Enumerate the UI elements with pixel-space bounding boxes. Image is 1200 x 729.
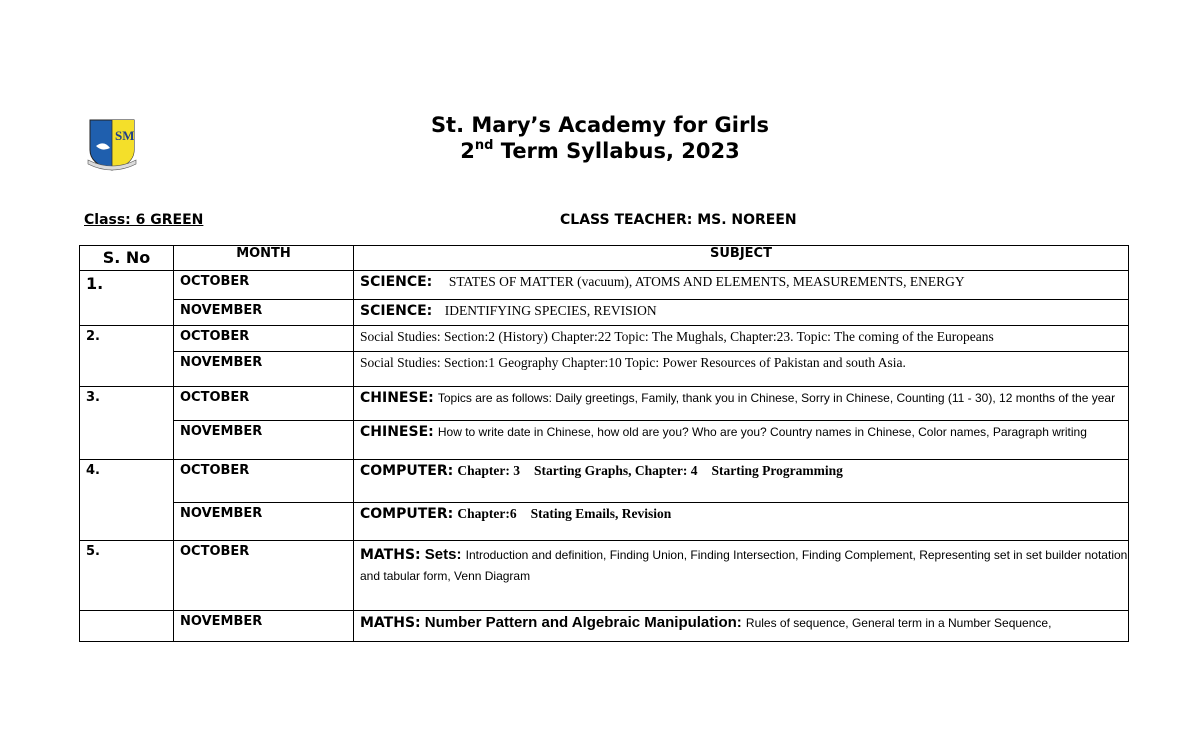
row-month: NOVEMBER — [174, 300, 354, 326]
class-teacher-label: CLASS TEACHER: MS. NOREEN — [560, 212, 797, 228]
class-label: Class: 6 GREEN — [84, 212, 204, 228]
row-month: NOVEMBER — [174, 611, 354, 642]
document-title — [0, 112, 1200, 164]
table-row — [80, 387, 1129, 421]
row-subject: Social Studies: Section:1 Geography Chapter:10 Topic: Power Resources of Pakistan and south Asia. — [354, 352, 1129, 387]
col-header-sno: S. No — [80, 246, 174, 271]
row-number: 1. — [80, 271, 174, 326]
svg-text:SM: SM — [115, 128, 135, 143]
row-month: NOVEMBER — [174, 421, 354, 460]
row-month: OCTOBER — [174, 541, 354, 611]
row-subject: MATHS: Number Pattern and Algebraic Manipulation: Rules of sequence, General term in a Number Sequence, — [354, 611, 1129, 642]
row-subject: MATHS: Sets: Introduction and definition, Finding Union, Finding Intersection, Finding Complement, Representing set in set builder notation and tabular form, Venn Diagram — [354, 541, 1129, 611]
table-row — [80, 541, 1129, 611]
col-header-month: MONTH — [174, 246, 354, 271]
table-row — [80, 421, 1129, 460]
table-header-row — [80, 246, 1129, 271]
row-number-empty — [80, 611, 174, 642]
table-row — [80, 300, 1129, 326]
table-row — [80, 611, 1129, 642]
row-number: 5. — [80, 541, 174, 611]
table-row — [80, 352, 1129, 387]
row-month: OCTOBER — [174, 271, 354, 300]
row-subject: CHINESE: Topics are as follows: Daily greetings, Family, thank you in Chinese, Sorry in Chinese, Counting (11 - 30), 12 months of the year — [354, 387, 1129, 421]
row-subject: SCIENCE: STATES OF MATTER (vacuum), ATOMS AND ELEMENTS, MEASUREMENTS, ENERGY — [354, 271, 1129, 300]
row-number: 4. — [80, 460, 174, 541]
syllabus-table — [79, 245, 1129, 642]
row-month: NOVEMBER — [174, 503, 354, 541]
row-subject: COMPUTER: Chapter:6 Stating Emails, Revision — [354, 503, 1129, 541]
term-title: 2nd Term Syllabus, 2023 — [460, 138, 740, 163]
row-month: OCTOBER — [174, 387, 354, 421]
row-subject: Social Studies: Section:2 (History) Chapter:22 Topic: The Mughals, Chapter:23. Topic: The coming of the Europeans — [354, 326, 1129, 352]
row-number: 2. — [80, 326, 174, 387]
table-row — [80, 271, 1129, 300]
col-header-subject: SUBJECT — [354, 246, 1129, 271]
row-subject: SCIENCE: IDENTIFYING SPECIES, REVISION — [354, 300, 1129, 326]
row-month: OCTOBER — [174, 460, 354, 503]
row-month: OCTOBER — [174, 326, 354, 352]
table-row — [80, 503, 1129, 541]
row-subject: COMPUTER: Chapter: 3 Starting Graphs, Chapter: 4 Starting Programming — [354, 460, 1129, 503]
table-row — [80, 460, 1129, 503]
school-name: St. Mary’s Academy for Girls — [430, 113, 770, 137]
table-row — [80, 326, 1129, 352]
row-number: 3. — [80, 387, 174, 460]
row-subject: CHINESE: How to write date in Chinese, how old are you? Who are you? Country names in Chinese, Color names, Paragraph writing — [354, 421, 1129, 460]
row-month: NOVEMBER — [174, 352, 354, 387]
